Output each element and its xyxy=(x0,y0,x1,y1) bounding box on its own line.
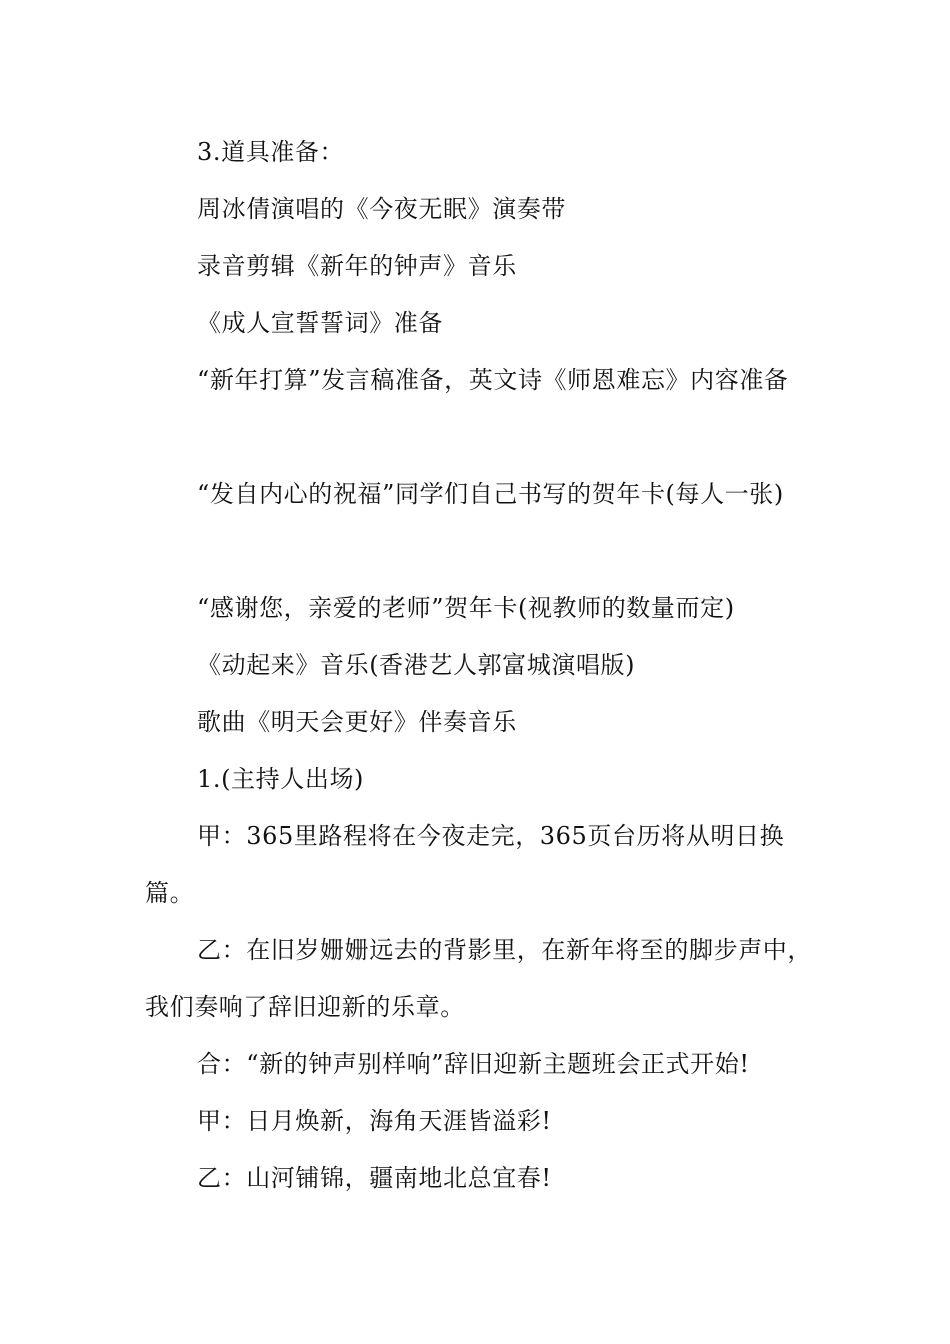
paragraph-song: 歌曲《明天会更好》伴奏音乐 xyxy=(197,708,517,736)
paragraph-bell-music: 录音剪辑《新年的钟声》音乐 xyxy=(197,252,517,280)
props-heading: 3.道具准备： xyxy=(197,138,345,166)
paragraph-dance-music: 《动起来》音乐(香港艺人郭富城演唱版) xyxy=(197,651,636,679)
dialogue-b-1: 乙：在旧岁姗姗远去的背影里，在新年将至的脚步声中，我们奏响了辞旧迎新的乐章。 xyxy=(145,936,812,1021)
dialogue-a-1: 甲：365里路程将在今夜走完，365页台历将从明日换篇。 xyxy=(145,822,785,907)
paragraph-oath: 《成人宣誓誓词》准备 xyxy=(197,309,443,337)
dialogue-together: 合：“新的钟声别样响”辞旧迎新主题班会正式开始! xyxy=(197,1050,750,1078)
paragraph-teacher-cards: “感谢您，亲爱的老师”贺年卡(视教师的数量而定) xyxy=(197,594,735,622)
paragraph-cards: “发自内心的祝福”同学们自己书写的贺年卡(每人一张) xyxy=(197,480,784,508)
hosts-heading: 1.(主持人出场) xyxy=(197,765,365,793)
dialogue-a-2: 甲：日月焕新，海角天涯皆溢彩! xyxy=(197,1107,552,1135)
dialogue-b-2: 乙：山河铺锦，疆南地北总宜春! xyxy=(197,1164,552,1192)
paragraph-tape: 周冰倩演唱的《今夜无眠》演奏带 xyxy=(197,195,566,223)
paragraph-speech: “新年打算”发言稿准备，英文诗《师恩难忘》内容准备 xyxy=(197,366,789,394)
